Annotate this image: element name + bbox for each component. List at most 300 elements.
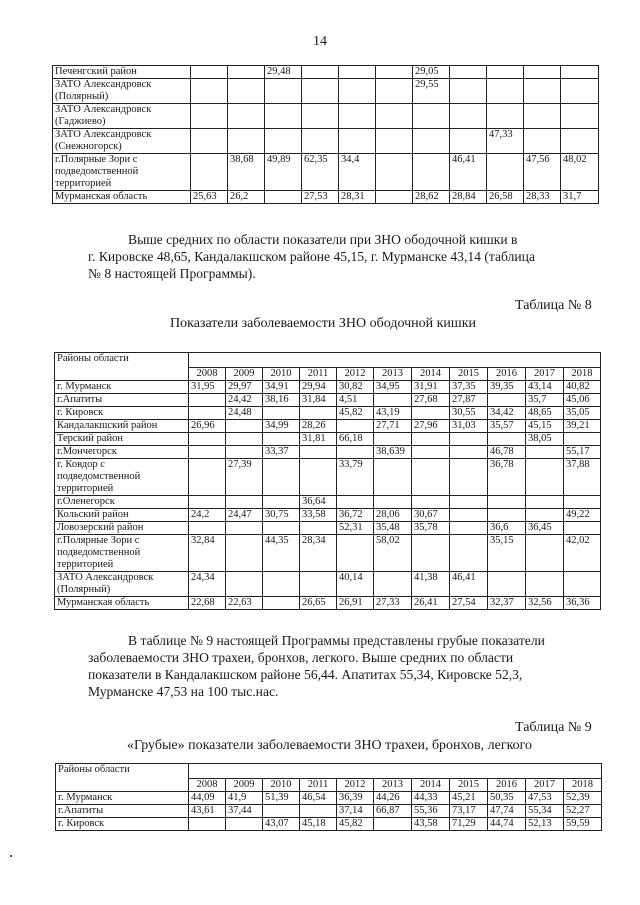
value-cell: [561, 104, 599, 129]
value-cell: 38,68: [228, 154, 265, 191]
value-cell: 36,36: [564, 597, 601, 610]
header-row: [56, 764, 602, 779]
value-cell: 36,72: [337, 509, 374, 522]
table-row: [56, 792, 602, 805]
value-cell: 59,59: [564, 818, 602, 831]
value-cell: 26,2: [228, 191, 265, 204]
district-name: ЗАТО Александровск (Полярный): [53, 79, 191, 104]
value-cell: 35,78: [412, 522, 450, 535]
value-cell: [302, 104, 339, 129]
value-cell: 62,35: [302, 154, 339, 191]
table-row: [55, 572, 601, 597]
value-cell: [564, 522, 601, 535]
value-cell: 40,14: [337, 572, 374, 597]
value-cell: 43,07: [263, 818, 300, 831]
value-cell: 52,31: [337, 522, 374, 535]
value-cell: 29,55: [413, 79, 450, 104]
value-cell: [263, 805, 300, 818]
value-cell: 28,31: [339, 191, 376, 204]
district-name: г.Оленегорск: [55, 496, 189, 509]
value-cell: [413, 129, 450, 154]
value-cell: [376, 154, 413, 191]
value-cell: [228, 66, 265, 79]
value-cell: 52,39: [564, 792, 602, 805]
year-cell: 2018: [564, 368, 601, 381]
value-cell: 24,2: [189, 509, 226, 522]
value-cell: [263, 522, 300, 535]
value-cell: 38,16: [263, 394, 300, 407]
district-name: г.Полярные Зори с подведомственной территорией: [53, 154, 191, 191]
value-cell: [450, 129, 487, 154]
value-cell: [191, 66, 228, 79]
value-cell: 44,74: [488, 818, 526, 831]
value-cell: [524, 79, 561, 104]
value-cell: 55,34: [526, 805, 564, 818]
value-cell: 35,57: [488, 420, 526, 433]
paragraph-colon-summary: [88, 231, 600, 282]
district-name: г.Апатиты: [56, 805, 189, 818]
value-cell: [413, 154, 450, 191]
value-cell: [488, 394, 526, 407]
text-line: показатели в Кандалакшском районе 56,44. Апатитах 55,34, Кировске 52,3,: [88, 667, 523, 682]
value-cell: [524, 129, 561, 154]
value-cell: 45,06: [564, 394, 601, 407]
value-cell: [526, 496, 564, 509]
value-cell: [337, 420, 374, 433]
value-cell: [374, 496, 412, 509]
value-cell: 44,09: [189, 792, 226, 805]
table-row: [53, 154, 599, 191]
value-cell: 37,88: [564, 459, 601, 496]
value-cell: 31,91: [412, 381, 450, 394]
header-row: [55, 353, 601, 368]
value-cell: 32,56: [526, 597, 564, 610]
value-cell: [526, 509, 564, 522]
year-cell: 2014: [412, 368, 450, 381]
value-cell: 30,67: [412, 509, 450, 522]
value-cell: 29,97: [226, 381, 263, 394]
value-cell: [226, 522, 263, 535]
value-cell: 33,58: [300, 509, 337, 522]
value-cell: 51,39: [263, 792, 300, 805]
table-row: [55, 496, 601, 509]
value-cell: [226, 446, 263, 459]
value-cell: 47,56: [524, 154, 561, 191]
value-cell: [376, 79, 413, 104]
value-cell: [488, 509, 526, 522]
table-row: [55, 420, 601, 433]
value-cell: 34,95: [374, 381, 412, 394]
value-cell: 29,94: [300, 381, 337, 394]
value-cell: 26,41: [412, 597, 450, 610]
value-cell: [226, 818, 263, 831]
text-line: Выше средних по области показатели при ЗНО ободочной кишки в: [128, 232, 518, 247]
value-cell: [374, 572, 412, 597]
value-cell: 28,62: [413, 191, 450, 204]
value-cell: [374, 459, 412, 496]
value-cell: 45,18: [300, 818, 337, 831]
value-cell: 26,58: [487, 191, 524, 204]
table-row: [55, 509, 601, 522]
year-cell: 2009: [226, 779, 263, 792]
value-cell: 26,91: [337, 597, 374, 610]
text-line: № 8 настоящей Программы).: [88, 266, 256, 281]
value-cell: 25,63: [191, 191, 228, 204]
value-cell: 34,99: [263, 420, 300, 433]
value-cell: 45,82: [337, 407, 374, 420]
value-cell: [412, 433, 450, 446]
value-cell: [450, 433, 488, 446]
value-cell: 30,82: [337, 381, 374, 394]
value-cell: [339, 66, 376, 79]
value-cell: 46,41: [450, 154, 487, 191]
value-cell: [263, 496, 300, 509]
value-cell: 47,74: [488, 805, 526, 818]
text-line: г. Кировске 48,65, Кандалакшском районе 45,15, г. Мурманске 43,14 (таблица: [88, 249, 535, 264]
value-cell: 38,05: [526, 433, 564, 446]
value-cell: 28,33: [524, 191, 561, 204]
value-cell: 29,05: [413, 66, 450, 79]
value-cell: [412, 446, 450, 459]
value-cell: 30,55: [450, 407, 488, 420]
value-cell: [337, 446, 374, 459]
district-name: г.Апатиты: [55, 394, 189, 407]
district-name: Ловозерский район: [55, 522, 189, 535]
district-name: Кольский район: [55, 509, 189, 522]
value-cell: [450, 509, 488, 522]
table-9-label: Таблица № 9: [515, 720, 592, 735]
table-row: [53, 129, 599, 154]
value-cell: 36,6: [488, 522, 526, 535]
table-row: [56, 805, 602, 818]
value-cell: [189, 394, 226, 407]
value-cell: 71,29: [450, 818, 488, 831]
value-cell: 43,14: [526, 381, 564, 394]
value-cell: [226, 496, 263, 509]
value-cell: 47,33: [487, 129, 524, 154]
value-cell: [412, 459, 450, 496]
value-cell: 43,58: [412, 818, 450, 831]
district-name: Печенгский район: [53, 66, 191, 79]
value-cell: 28,26: [300, 420, 337, 433]
value-cell: [526, 446, 564, 459]
table-row: [55, 522, 601, 535]
value-cell: 49,22: [564, 509, 601, 522]
value-cell: [488, 496, 526, 509]
value-cell: [226, 535, 263, 572]
value-cell: 35,48: [374, 522, 412, 535]
value-cell: 33,79: [337, 459, 374, 496]
value-cell: [263, 407, 300, 420]
year-cell: 2010: [263, 368, 300, 381]
value-cell: 58,02: [374, 535, 412, 572]
district-name: Мурманская область: [53, 191, 191, 204]
value-cell: 46,54: [300, 792, 337, 805]
value-cell: 24,42: [226, 394, 263, 407]
value-cell: [300, 572, 337, 597]
year-cell: 2018: [564, 779, 602, 792]
value-cell: 33,37: [263, 446, 300, 459]
table-8-title: Показатели заболеваемости ЗНО ободочной кишки: [170, 316, 476, 331]
value-cell: [450, 66, 487, 79]
value-cell: [191, 129, 228, 154]
table-9-title: «Грубые» показатели заболеваемости ЗНО трахеи, бронхов, легкого: [127, 738, 533, 753]
value-cell: [488, 433, 526, 446]
district-name: г. Кировск: [55, 407, 189, 420]
value-cell: [524, 104, 561, 129]
value-cell: [487, 154, 524, 191]
value-cell: [226, 433, 263, 446]
value-cell: [376, 104, 413, 129]
value-cell: 37,14: [337, 805, 374, 818]
year-cell: 2008: [189, 368, 226, 381]
value-cell: [228, 104, 265, 129]
value-cell: 36,64: [300, 496, 337, 509]
value-cell: 41,38: [412, 572, 450, 597]
year-cell: 2012: [337, 779, 374, 792]
value-cell: [191, 154, 228, 191]
value-cell: [526, 459, 564, 496]
value-cell: [561, 79, 599, 104]
table-row: [55, 433, 601, 446]
value-cell: [561, 129, 599, 154]
value-cell: 34,42: [488, 407, 526, 420]
district-name: г.Полярные Зори с подведомственной территорией: [55, 535, 189, 572]
value-cell: [228, 129, 265, 154]
table-row: [55, 459, 601, 496]
value-cell: [524, 66, 561, 79]
value-cell: [564, 433, 601, 446]
table-row: [55, 394, 601, 407]
district-name: ЗАТО Александровск (Снежногорск): [53, 129, 191, 154]
value-cell: [376, 66, 413, 79]
value-cell: [413, 104, 450, 129]
year-cell: 2013: [374, 779, 412, 792]
value-cell: [226, 420, 263, 433]
table-row: [56, 818, 602, 831]
value-cell: 36,45: [526, 522, 564, 535]
value-cell: [263, 572, 300, 597]
value-cell: 22,68: [189, 597, 226, 610]
year-cell: 2016: [488, 368, 526, 381]
value-cell: 26,65: [300, 597, 337, 610]
value-cell: [189, 433, 226, 446]
value-cell: [412, 535, 450, 572]
value-cell: 31,7: [561, 191, 599, 204]
value-cell: 38,639: [374, 446, 412, 459]
table-top-body: [53, 66, 599, 204]
value-cell: [374, 818, 412, 831]
value-cell: [191, 79, 228, 104]
scan-speck: [10, 855, 12, 857]
table-8-body: [55, 353, 601, 610]
value-cell: 4,51: [337, 394, 374, 407]
year-cell: 2013: [374, 368, 412, 381]
value-cell: 27,39: [226, 459, 263, 496]
year-cell: 2011: [300, 368, 337, 381]
table-8-label: Таблица № 8: [515, 298, 592, 313]
value-cell: 28,84: [450, 191, 487, 204]
value-cell: 32,37: [488, 597, 526, 610]
value-cell: 24,34: [189, 572, 226, 597]
value-cell: [300, 459, 337, 496]
value-cell: 22,63: [226, 597, 263, 610]
value-cell: 31,81: [300, 433, 337, 446]
value-cell: 27,53: [302, 191, 339, 204]
value-cell: 41,9: [226, 792, 263, 805]
table-top-continuation: [52, 65, 599, 204]
value-cell: 52,13: [526, 818, 564, 831]
table-row: [53, 66, 599, 79]
value-cell: 35,15: [488, 535, 526, 572]
district-name: Терский район: [55, 433, 189, 446]
value-cell: [191, 104, 228, 129]
value-cell: [189, 446, 226, 459]
value-cell: [564, 496, 601, 509]
value-cell: 36,78: [488, 459, 526, 496]
value-cell: 35,7: [526, 394, 564, 407]
value-cell: [263, 433, 300, 446]
year-cell: 2015: [450, 779, 488, 792]
value-cell: 32,84: [189, 535, 226, 572]
value-cell: [376, 129, 413, 154]
value-cell: 73,17: [450, 805, 488, 818]
value-cell: 44,26: [374, 792, 412, 805]
value-cell: [300, 805, 337, 818]
value-cell: [302, 66, 339, 79]
value-cell: 28,34: [300, 535, 337, 572]
district-name: Мурманская область: [55, 597, 189, 610]
district-name: г. Кировск: [56, 818, 189, 831]
value-cell: [564, 572, 601, 597]
text-line: заболеваемости ЗНО трахеи, бронхов, легкого. Выше средних по области: [88, 650, 514, 665]
text-line: В таблице № 9 настоящей Программы представлены грубые показатели: [128, 633, 545, 648]
value-cell: [265, 191, 302, 204]
value-cell: 30,75: [263, 509, 300, 522]
value-cell: 45,82: [337, 818, 374, 831]
table-row: [55, 381, 601, 394]
year-cell: 2008: [189, 779, 226, 792]
value-cell: 50,35: [488, 792, 526, 805]
value-cell: 47,53: [526, 792, 564, 805]
value-cell: [339, 79, 376, 104]
year-cell: 2017: [526, 368, 564, 381]
year-cell: 2012: [337, 368, 374, 381]
table-9: [55, 763, 602, 831]
value-cell: [339, 129, 376, 154]
year-cell: 2017: [526, 779, 564, 792]
value-cell: 37,44: [226, 805, 263, 818]
header-label: Районы области: [55, 353, 189, 381]
value-cell: 31,03: [450, 420, 488, 433]
value-cell: [228, 79, 265, 104]
value-cell: [450, 104, 487, 129]
table-row: [53, 104, 599, 129]
paragraph-lung-summary: [88, 632, 600, 700]
district-name: г. Ковдор с подведомственной территорией: [55, 459, 189, 496]
value-cell: [189, 522, 226, 535]
table-row: [55, 597, 601, 610]
value-cell: 46,78: [488, 446, 526, 459]
text-line: Мурманске 47,53 на 100 тыс.нас.: [88, 684, 279, 699]
value-cell: [450, 79, 487, 104]
district-name: г. Мурманск: [56, 792, 189, 805]
value-cell: [450, 446, 488, 459]
table-row: [53, 191, 599, 204]
value-cell: 45,15: [526, 420, 564, 433]
value-cell: [487, 79, 524, 104]
value-cell: [526, 572, 564, 597]
value-cell: 40,82: [564, 381, 601, 394]
value-cell: 27,54: [450, 597, 488, 610]
value-cell: [265, 104, 302, 129]
value-cell: [339, 104, 376, 129]
year-cell: 2015: [450, 368, 488, 381]
header-blank: [189, 764, 602, 779]
table-row: [55, 535, 601, 572]
value-cell: [412, 407, 450, 420]
value-cell: 44,33: [412, 792, 450, 805]
value-cell: 52,27: [564, 805, 602, 818]
value-cell: 35,05: [564, 407, 601, 420]
value-cell: 48,02: [561, 154, 599, 191]
value-cell: [376, 191, 413, 204]
value-cell: 42,02: [564, 535, 601, 572]
value-cell: [526, 535, 564, 572]
value-cell: 31,95: [189, 381, 226, 394]
value-cell: 48,65: [526, 407, 564, 420]
district-name: Кандалакшский район: [55, 420, 189, 433]
year-cell: 2010: [263, 779, 300, 792]
value-cell: 34,4: [339, 154, 376, 191]
value-cell: 44,35: [263, 535, 300, 572]
value-cell: 43,19: [374, 407, 412, 420]
value-cell: [189, 459, 226, 496]
value-cell: 27,87: [450, 394, 488, 407]
value-cell: [337, 496, 374, 509]
value-cell: [189, 818, 226, 831]
value-cell: 27,71: [374, 420, 412, 433]
value-cell: [450, 535, 488, 572]
value-cell: [302, 79, 339, 104]
year-cell: 2016: [488, 779, 526, 792]
value-cell: 34,91: [263, 381, 300, 394]
value-cell: [226, 572, 263, 597]
table-9-body: [56, 764, 602, 831]
value-cell: 27,96: [412, 420, 450, 433]
value-cell: [300, 407, 337, 420]
table-row: [53, 79, 599, 104]
table-8: [54, 352, 601, 610]
value-cell: 45,21: [450, 792, 488, 805]
value-cell: 66,87: [374, 805, 412, 818]
value-cell: 39,21: [564, 420, 601, 433]
value-cell: 31,84: [300, 394, 337, 407]
value-cell: [487, 104, 524, 129]
value-cell: [487, 66, 524, 79]
value-cell: 55,36: [412, 805, 450, 818]
value-cell: [561, 66, 599, 79]
value-cell: [265, 79, 302, 104]
table-row: [55, 446, 601, 459]
value-cell: [300, 446, 337, 459]
value-cell: 28,06: [374, 509, 412, 522]
value-cell: [488, 572, 526, 597]
value-cell: 24,47: [226, 509, 263, 522]
value-cell: 24,48: [226, 407, 263, 420]
value-cell: [300, 522, 337, 535]
value-cell: [263, 597, 300, 610]
